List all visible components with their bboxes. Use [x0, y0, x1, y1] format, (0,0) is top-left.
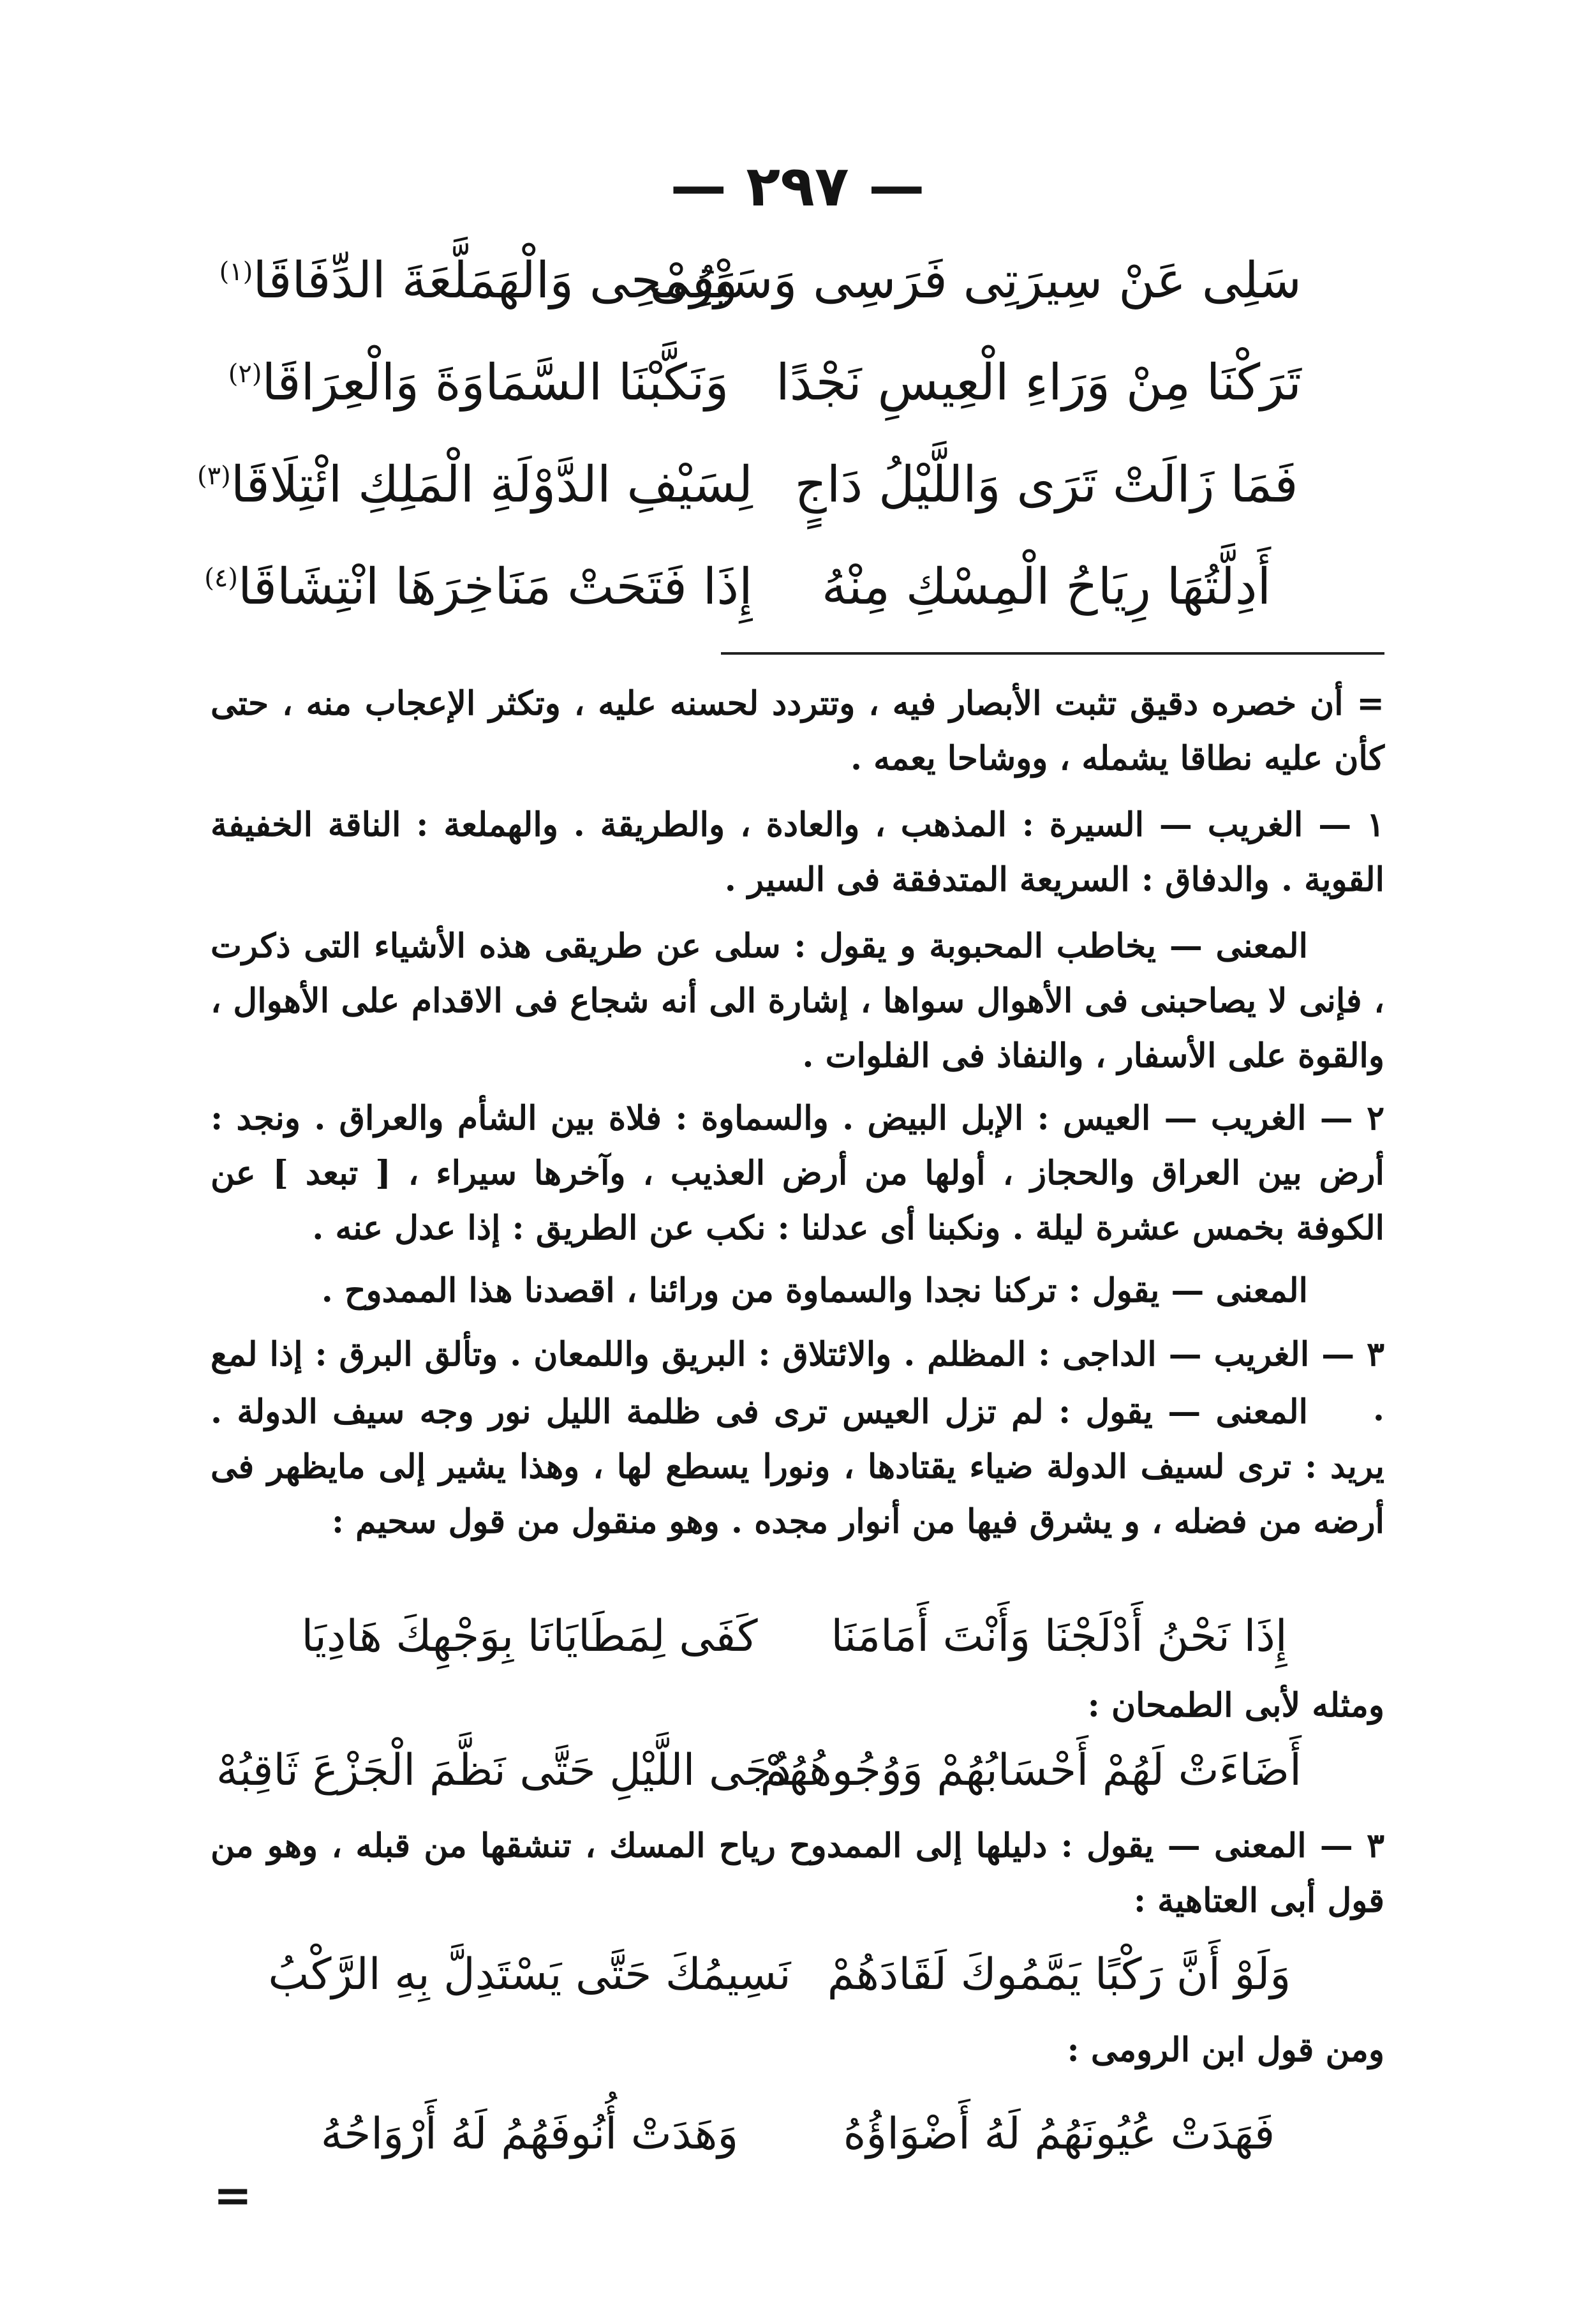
note-1-maana: المعنى — يخاطب المحبوبة و يقول : سلى عن طريقى هذه الأشياء التى ذكرت ، فإنى لا يصاحبنى فى الأهوال سواها ، إشارة الى أنه شجاع فى الاقدام على الأهوال ، والقوة على الأسفار ، والنفاذ فى الفلوات . [211, 927, 1384, 1075]
note-1-gharib: ١ — الغريب — السيرة : المذهب ، والعادة ، والطريقة . والهملعة : الناقة الخفيفة القوية . والدفاق : السريعة المتدفقة فى السير . [211, 805, 1384, 899]
verse-1-second-hemistich-text: وَرُمْحِى وَالْهَمَلَّعَةَ الدِّفَاقَا [253, 252, 738, 309]
verse-4 [204, 549, 1302, 625]
verse-3-first-hemistich: فَمَا زَالَتْ تَرَى وَاللَّيْلُ دَاجٍ [794, 456, 1298, 514]
continuation-mark: = [213, 2168, 252, 2222]
quote-abi-alatahiya-second: نَسِيمُكَ حَتَّى يَسْتَدِلَّ بِهِ الرَّكْبُ [268, 1949, 791, 2000]
verse-3-second-hemistich [197, 447, 753, 523]
note-min-qawl: ومن قول ابن الرومى : [1067, 2030, 1384, 2069]
quote-suhaym [268, 1602, 1302, 1672]
quote-abi-altamhan [216, 1736, 1302, 1806]
quote-abi-alatahiya-first: وَلَوْ أَنَّ رَكْبًا يَمَّمُوكَ لَقَادَهُمْ [827, 1949, 1291, 2000]
footnote-ref-3: (٣) [197, 461, 231, 491]
note-2-maana: المعنى — يقول : تركنا نجدا والسماوة من ورائنا ، اقصدنا هذا الممدوح . [321, 1271, 1308, 1310]
verse-2-second-hemistich-text: وَنَكَّبْنَا السَّمَاوَةَ وَالْعِرَاقَا [262, 354, 729, 412]
note-continuation: = أن خصره دقيق تثبت الأبصار فيه ، وتتردد لحسنه عليه ، وتكثر الإعجاب منه ، حتى كأن عليه نطاقا يشمله ، ووشاحا يعمه . [211, 684, 1384, 778]
verse-1-first-hemistich: سَلِى عَنْ سِيرَتِى فَرَسِى وَسَيْفِى [649, 252, 1302, 309]
quote-ibn-alrumi [268, 2099, 1302, 2170]
verse-4-second-hemistich [204, 549, 753, 625]
verse-1 [204, 242, 1302, 319]
note-2-gharib: ٢ — الغريب — العيس : الإبل البيض . والسماوة : فلاة بين الشأم والعراق . ونجد : أرض بين العراق والحجاز ، أولها من أرض العذيب ، وآخرها سيراء ، [ تبعد ] عن الكوفة بخمس عشرة ليلة . ونكبنا أى عدلنا : نكب عن الطريق : إذا عدل عنه . [211, 1099, 1384, 1248]
note-3-maana: المعنى — يقول : لم تزل العيس ترى فى ظلمة الليل نور وجه سيف الدولة . يريد : ترى لسيف الدولة ضياء يقتادها ، ونورا يسطع لها ، وهذا يشير إلى مايظهر فى أرضه من فضله ، و يشرق فيها من أنوار مجده . وهو منقول من قول سحيم : [211, 1392, 1384, 1541]
note-3-gharib: ٣ — الغريب — الداجى : المظلم . والائتلاق : البريق واللمعان . وتألق البرق : إذا لمع . [211, 1335, 1384, 1429]
page-number: — ٢٩٧ — [670, 153, 925, 219]
verse-4-second-hemistich-text: إِذَا فَتَحَتْ مَنَاخِرَهَا انْتِشَاقَا [237, 558, 753, 616]
footnote-ref-2: (٢) [228, 359, 262, 389]
verse-2-first-hemistich: تَرَكْنَا مِنْ وَرَاءِ الْعِيسِ نَجْدًا [776, 354, 1302, 412]
verse-2 [204, 345, 1302, 421]
note-mithluhu: ومثله لأبى الطمحان : [1087, 1686, 1384, 1725]
footnote-ref-4: (٤) [204, 563, 238, 593]
verse-3 [197, 447, 1302, 523]
note-4-maana: ٣ — المعنى — يقول : دليلها إلى الممدوح رياح المسك ، تنشقها من قبله ، وهو من قول أبى العتاهية : [211, 1826, 1384, 1920]
verse-2-second-hemistich [204, 345, 753, 421]
verse-3-second-hemistich-text: لِسَيْفِ الدَّوْلَةِ الْمَلِكِ ائْتِلَاقَا [230, 456, 753, 514]
footnote-divider [721, 652, 1384, 655]
quote-ibn-alrumi-first: فَهَدَتْ عُيُونَهُمُ لَهُ أَضْوَاؤُهُ [843, 2109, 1275, 2159]
footnote-ref-1: (١) [219, 257, 253, 287]
quote-abi-altamhan-second: دُجَى اللَّيْلِ حَتَّى نَظَّمَ الْجَزْعَ ثَاقِبُهْ [216, 1745, 791, 1796]
quote-suhaym-first: إِذَا نَحْنُ أَدْلَجْنَا وَأَنْتَ أَمَامَنَا [831, 1611, 1287, 1662]
quote-ibn-alrumi-second: وَهَدَتْ أُنُوفَهُمُ لَهُ أَرْوَاحُهُ [320, 2109, 739, 2159]
verse-1-second-hemistich [204, 242, 753, 319]
verse-4-first-hemistich: أَدِلَّتُهَا رِيَاحُ الْمِسْكِ مِنْهُ [821, 558, 1272, 616]
quote-suhaym-second: كَفَى لِمَطَايَانَا بِوَجْهِكَ هَادِيَا [301, 1611, 758, 1662]
quote-abi-alatahiya [268, 1940, 1302, 2010]
quote-abi-altamhan-first: أَضَاءَتْ لَهُمْ أَحْسَابُهُمْ وَوُجُوهُهُمْ [760, 1745, 1302, 1796]
